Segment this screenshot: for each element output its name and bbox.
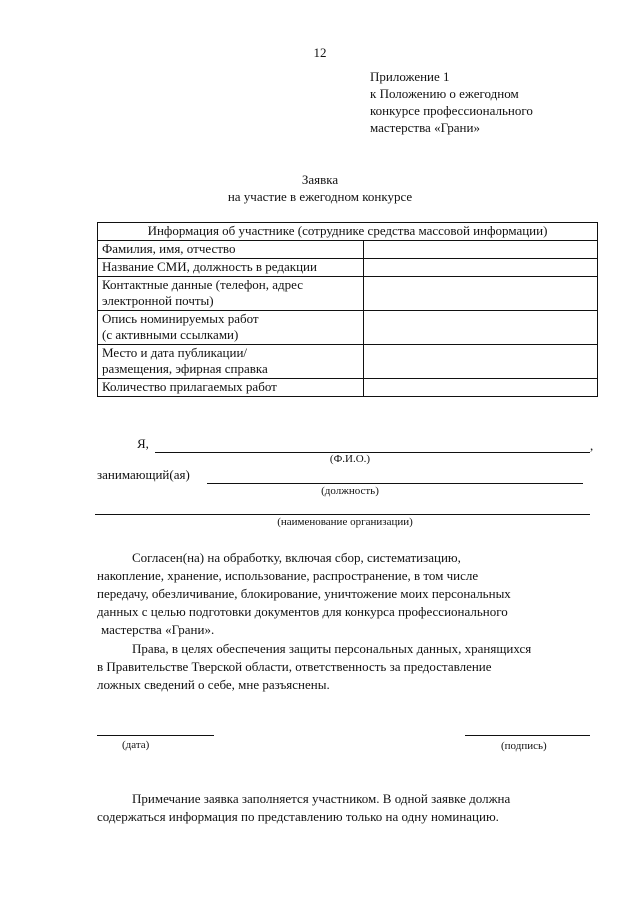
consent-paragraph-2 bbox=[97, 640, 597, 694]
consent-p1-line-1: Согласен(на) на обработку, включая сбор, систематизацию, bbox=[132, 550, 461, 565]
appendix-line-1: Приложение 1 bbox=[370, 69, 450, 84]
title-line-1: Заявка bbox=[301, 172, 339, 187]
row-value-works-list[interactable] bbox=[364, 311, 598, 345]
organization-caption: (наименование организации) bbox=[277, 516, 413, 528]
row-label-works-count: Количество прилагаемых работ bbox=[98, 379, 364, 397]
row-label-contacts-line-1: Контактные данные (телефон, адрес bbox=[102, 277, 304, 292]
position-caption: (должность) bbox=[321, 485, 379, 497]
position-label: занимающий(ая) bbox=[97, 467, 190, 482]
page-number: 12 bbox=[313, 45, 327, 60]
row-label-works-list bbox=[98, 311, 364, 345]
table-row bbox=[98, 241, 598, 259]
date-input-line[interactable] bbox=[97, 735, 214, 736]
table-row bbox=[98, 259, 598, 277]
signature-caption: (подпись) bbox=[501, 740, 547, 752]
appendix-line-4: мастерства «Грани» bbox=[370, 120, 480, 135]
i-label: Я, bbox=[137, 436, 149, 451]
table-row bbox=[98, 379, 598, 397]
table-row bbox=[98, 311, 598, 345]
fio-comma: , bbox=[590, 438, 594, 453]
consent-p1-line-2: накопление, хранение, использование, распространение, в том числе bbox=[97, 568, 479, 583]
row-value-works-count[interactable] bbox=[364, 379, 598, 397]
table-row bbox=[98, 277, 598, 311]
consent-p2-line-2: в Правительстве Тверской области, ответственность за предоставление bbox=[97, 659, 492, 674]
row-value-contacts[interactable] bbox=[364, 277, 598, 311]
row-value-fio[interactable] bbox=[364, 241, 598, 259]
date-caption: (дата) bbox=[122, 739, 150, 751]
row-label-publication bbox=[98, 345, 364, 379]
row-value-publication[interactable] bbox=[364, 345, 598, 379]
table-header-row bbox=[98, 223, 598, 241]
consent-p1-line-4: данных с целью подготовки документов для конкурса профессионального bbox=[97, 604, 508, 619]
row-label-media: Название СМИ, должность в редакции bbox=[98, 259, 364, 277]
appendix-block bbox=[370, 68, 610, 136]
position-input-line[interactable] bbox=[207, 483, 583, 484]
appendix-line-3: конкурсе профессионального bbox=[370, 103, 533, 118]
row-label-contacts bbox=[98, 277, 364, 311]
appendix-line-2: к Положению о ежегодном bbox=[370, 86, 519, 101]
fio-caption: (Ф.И.О.) bbox=[329, 453, 371, 465]
row-label-publication-line-1: Место и дата публикации/ bbox=[102, 345, 248, 360]
row-label-publication-line-2: размещения, эфирная справка bbox=[102, 361, 268, 376]
consent-p1-line-5: мастерства «Грани». bbox=[101, 622, 215, 637]
table-row bbox=[98, 345, 598, 379]
consent-paragraph-1 bbox=[97, 549, 597, 639]
signature-input-line[interactable] bbox=[465, 735, 590, 736]
consent-p1-line-3: передачу, обезличивание, блокирование, уничтожение моих персональных bbox=[97, 586, 511, 601]
note-line-1: Примечание заявка заполняется участником. В одной заявке должна bbox=[132, 791, 511, 806]
row-label-works-line-1: Опись номинируемых работ bbox=[102, 311, 259, 326]
title-line-2: на участие в ежегодном конкурсе bbox=[227, 189, 413, 204]
note-block bbox=[97, 790, 597, 826]
document-title bbox=[0, 171, 640, 205]
table-header: Информация об участнике (сотруднике средства массовой информации) bbox=[98, 223, 598, 241]
consent-p2-line-1: Права, в целях обеспечения защиты персональных данных, хранящихся bbox=[132, 641, 532, 656]
note-line-2: содержаться информация по представлению только на одну номинацию. bbox=[97, 809, 499, 824]
participant-info-table bbox=[97, 222, 598, 397]
row-label-works-line-2: (с активными ссылками) bbox=[102, 327, 239, 342]
organization-input-line[interactable] bbox=[95, 514, 590, 515]
row-label-contacts-line-2: электронной почты) bbox=[102, 293, 214, 308]
row-label-fio: Фамилия, имя, отчество bbox=[98, 241, 364, 259]
consent-p2-line-3: ложных сведений о себе, мне разъяснены. bbox=[97, 677, 330, 692]
row-value-media[interactable] bbox=[364, 259, 598, 277]
